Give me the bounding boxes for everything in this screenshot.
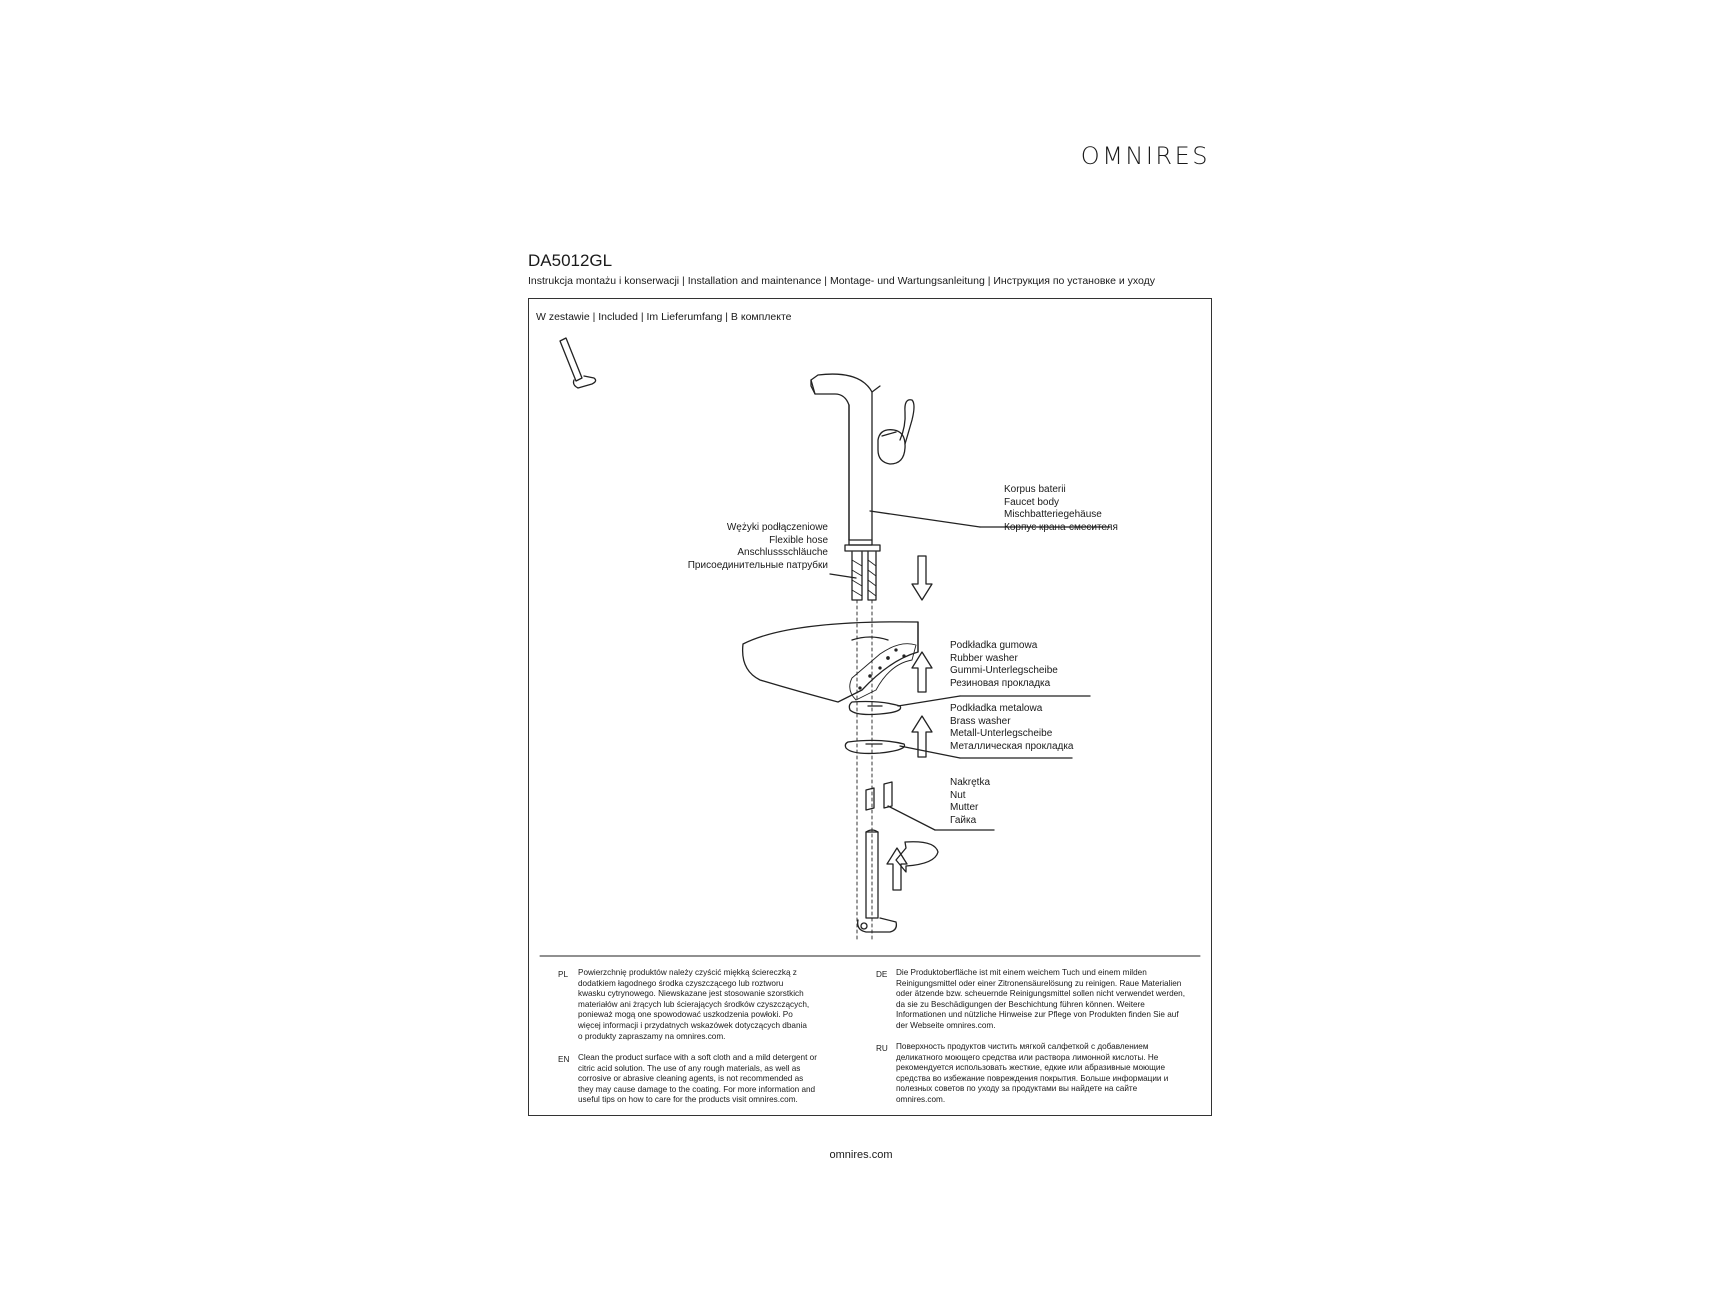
footer-website: omnires.com [829,1149,893,1161]
down-arrow-icon [912,556,932,600]
label-faucet-body: Korpus baterii Faucet body Mischbatteriegehäuse Корпус крана-смесителя [1004,484,1118,533]
care-text-pl: Powierzchnię produktów należy czyścić miękką ściereczką z dodatkiem łagodnego środka czyszczącego lub roztworu kwasku cytrynowego. Niewskazane jest stosowanie szorstkich materiałów ani żrących lub ścierających środków czyszczących, ponieważ mogą one spowodować uszkodzenia powłoki. Po więcej informacji i przydatnych wskazówek dotyczących dbania o produkty zapraszamy na omnires.com. [578,968,810,1041]
care-text-ru: Поверхность продуктов чистить мягкой салфеткой с добавлением деликатного моющего средства или раствора лимонной кислоты. Не рекомендуется использовать жесткие, едкие или абразивные моющие средства во избежание повреждения покрытия. Больше информации и полезных советов по уходу за продуктами вы найдете на сайте omnires.com. [896,1042,1169,1104]
lang-code-ru: RU [876,1044,888,1053]
lang-code-de: DE [876,970,888,979]
document-subtitle: Instrukcja montażu i konserwacji | Installation and maintenance | Montage- und Wartungsanleitung | Инструкция по установке и уходу [528,275,1156,287]
model-number: DA5012GL [528,251,613,270]
lang-code-en: EN [558,1055,570,1064]
brand-logo: OMNIRES [1080,142,1210,170]
included-heading: W zestawie | Included | Im Lieferumfang | В комплекте [536,311,792,323]
label-brass-washer: Podkładka metalowa Brass washer Metall-Unterlegscheibe Металлическая прокладка [950,703,1074,752]
brass-washer-icon [845,740,904,753]
countertop-icon [743,622,918,702]
lang-code-pl: PL [558,970,569,979]
flexible-hose-icon [852,552,876,940]
label-nut: Nakrętka Nut Mutter Гайка [950,777,991,826]
care-text-en: Clean the product surface with a soft cloth and a mild detergent or citric acid solution. The use of any rough materials, as well as corrosive or abrasive cleaning agents, is not recommended as they may cause damage to the coating. For more information and useful tips on how to care for the products visit omnires.com. [578,1053,817,1105]
label-flexible-hose: Wężyki podłączeniowe Flexible hose Anschlussschläuche Присоединительные патрубки [687,522,828,571]
label-rubber-washer: Podkładka gumowa Rubber washer Gummi-Unterlegscheibe Резиновая прокладка [950,640,1058,689]
installation-key-icon [560,338,596,388]
mounting-tool-icon [858,830,897,932]
care-text-de: Die Produktoberfläche ist mit einem weichem Tuch und einem milden Reinigungsmittel oder einer Zitronensäurelösung zu reinigen. Raue Materialien oder ätzende bzw. scheuernde Reinigungsmittel sollen nicht verwendet werden, da sie zu Beschädigungen der Beschichtung führen können. Weitere Informationen und nützliche Hinweise zur Pflege von Produkten finden Sie auf der Webseite omnires.com. [896,968,1186,1030]
up-arrow-icon [912,652,932,692]
